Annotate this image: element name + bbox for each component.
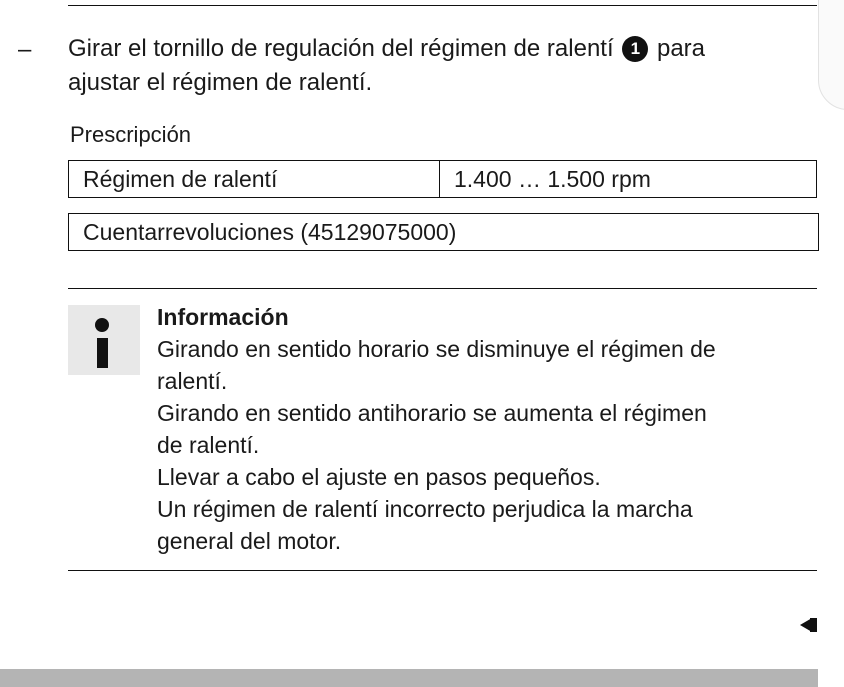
prescription-label: Prescripción: [70, 122, 192, 147]
info-bottom-divider: [68, 570, 817, 571]
page-footer-bar: [0, 669, 818, 687]
step-text-end: para: [650, 35, 705, 62]
spec-name-cell: Régimen de ralentí: [69, 161, 440, 198]
info-line: Girando en sentido horario se disminuye el régimen de: [157, 336, 716, 362]
info-icon: [68, 305, 140, 375]
info-title: Información: [157, 304, 289, 330]
info-text: [157, 333, 822, 557]
spec-value-cell: 1.400 … 1.500 rpm: [440, 161, 817, 198]
info-line: Girando en sentido antihorario se aumenta el régimen: [157, 400, 707, 426]
callout-number-badge: 1: [622, 36, 648, 62]
info-line: ralentí.: [157, 368, 228, 394]
info-line: de ralentí.: [157, 432, 260, 458]
step-instruction: [68, 32, 828, 66]
table-row: [69, 161, 817, 198]
step-instruction-line2: ajustar el régimen de ralentí.: [68, 69, 373, 96]
spec-table: [68, 160, 817, 198]
top-divider: [68, 5, 817, 6]
info-line: general del motor.: [157, 528, 342, 554]
special-tool-box: Cuentarrevoluciones (45129075000): [68, 213, 819, 251]
info-line: Llevar a cabo el ajuste en pasos pequeños.: [157, 464, 601, 490]
step-bullet: –: [18, 36, 32, 63]
step-text-start: Girar el tornillo de regulación del régimen de ralentí: [68, 35, 621, 62]
info-top-divider: [68, 288, 817, 289]
info-line: Un régimen de ralentí incorrecto perjudica la marcha: [157, 496, 693, 522]
end-of-section-icon-tail: [810, 618, 817, 632]
